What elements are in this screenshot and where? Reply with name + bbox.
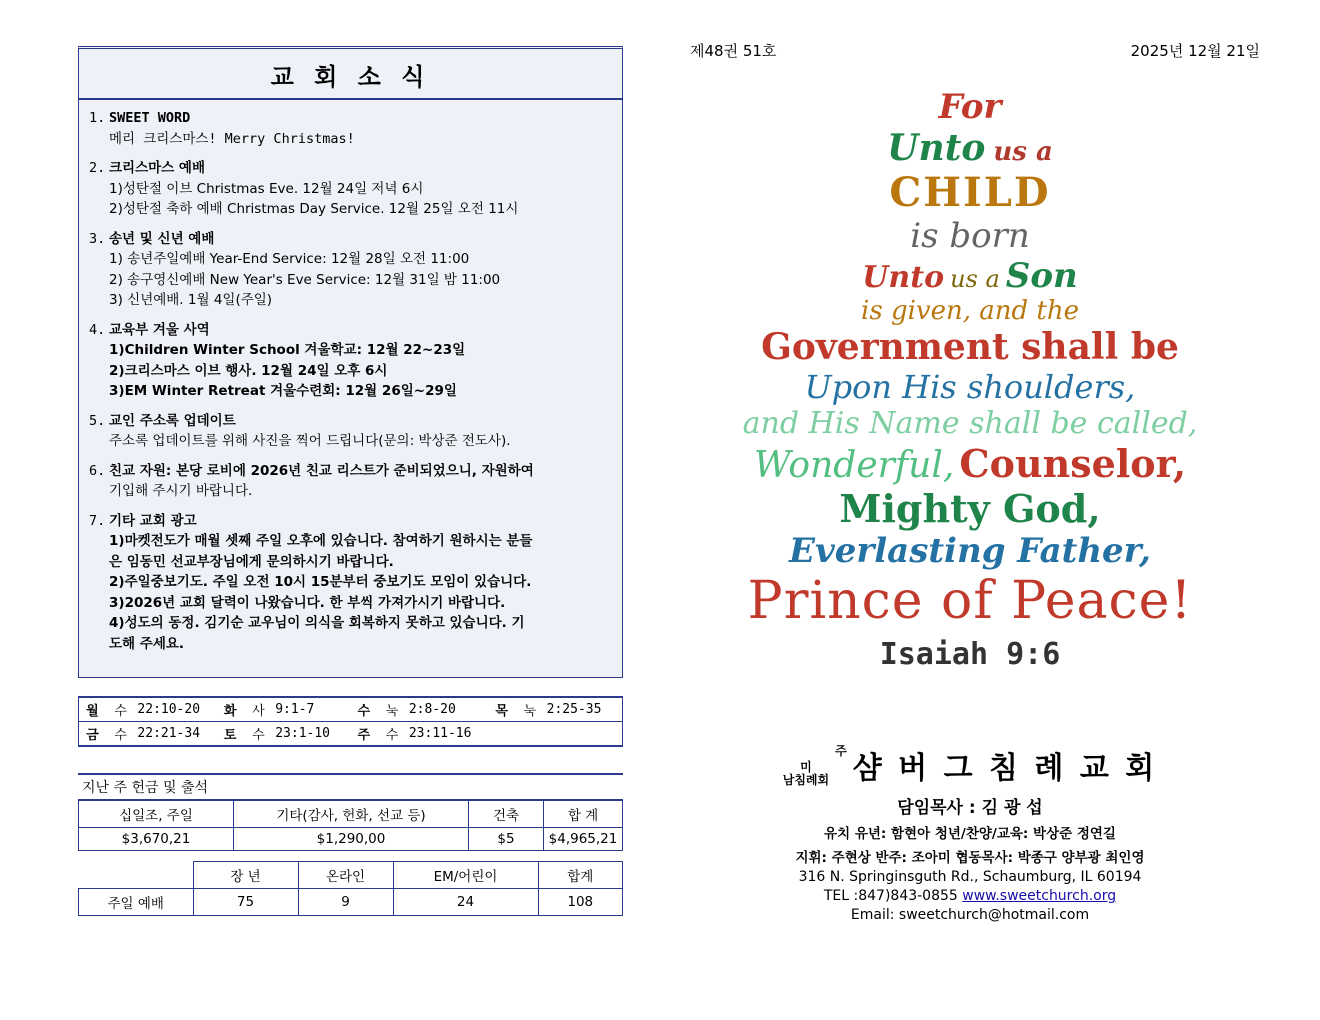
scripture-book: 사 bbox=[244, 697, 274, 722]
notice-item-line: 2)주일중보기도. 주일 오전 10시 15분부터 중보기도 모임이 있습니다. bbox=[109, 574, 532, 591]
bulletin-date: 2025년 12월 21일 bbox=[1130, 42, 1260, 60]
poster-line: Everlasting Father, bbox=[789, 531, 1151, 571]
attendance-header: 온라인 bbox=[298, 862, 393, 889]
church-website-link[interactable]: www.sweetchurch.org bbox=[962, 888, 1117, 904]
church-notice-box bbox=[78, 46, 623, 678]
scripture-day: 금 bbox=[86, 728, 99, 744]
notice-item-line: 메리 크리스마스! Merry Christmas! bbox=[109, 130, 355, 147]
bulletin-right-column bbox=[660, 40, 1280, 923]
notice-item bbox=[89, 158, 612, 220]
offering-header: 십일조, 주일 bbox=[79, 801, 234, 828]
scripture-day: 월 bbox=[79, 697, 106, 722]
poster-line: us a bbox=[993, 137, 1053, 167]
notice-item-number: 2. bbox=[89, 160, 106, 177]
poster-line: Unto bbox=[862, 260, 945, 295]
denomination-line: 남침례회 bbox=[782, 772, 830, 787]
church-email: Email: sweetchurch@hotmail.com bbox=[850, 907, 1090, 923]
poster-line: Wonderful, bbox=[753, 445, 955, 486]
attendance-value: 9 bbox=[298, 889, 393, 916]
scripture-ref: 22:10-20 bbox=[135, 697, 216, 722]
poster-line: Son bbox=[1005, 256, 1078, 296]
scripture-ref: 2:8-20 bbox=[407, 697, 488, 722]
scripture-day: 토 bbox=[223, 728, 237, 744]
poster-line: CHILD bbox=[889, 169, 1051, 216]
poster-line: is born bbox=[910, 216, 1030, 256]
attendance-label: 주일 예배 bbox=[79, 889, 194, 916]
notice-item-line: 3)2026년 교회 달력이 나왔습니다. 한 부씩 가져가시기 바랍니다. bbox=[109, 594, 506, 611]
notice-item-line: 3) 신년예배. 1월 4일(주일) bbox=[109, 292, 273, 309]
scripture-book: 수 bbox=[252, 728, 265, 744]
scripture-book: 눅 bbox=[515, 697, 545, 722]
notice-item-title: 송년 및 신년 예배 bbox=[109, 230, 215, 247]
notice-item-line: 2)크리스마스 이브 행사. 12월 24일 오후 6시 bbox=[109, 362, 388, 379]
denomination-line: 미 bbox=[800, 759, 812, 774]
table-row bbox=[79, 828, 623, 851]
notice-item-title: 친교 자원: 본당 로비에 2026년 친교 리스트가 준비되었으니, 자원하여 bbox=[109, 462, 534, 479]
poster-line: is given, and the bbox=[861, 296, 1079, 326]
offering-table bbox=[78, 800, 623, 851]
table-header-row bbox=[79, 801, 623, 828]
church-contact-line bbox=[660, 888, 1280, 904]
notice-item-line: 1)Children Winter School 겨울학교: 12월 22~23일 bbox=[109, 342, 466, 359]
attendance-value: 75 bbox=[193, 889, 298, 916]
notice-item-line: 1) 송년주일예배 Year-End Service: 12월 28일 오전 11:00 bbox=[109, 251, 470, 268]
poster-line: and His Name shall be called, bbox=[742, 406, 1198, 441]
notice-item-title: 크리스마스 예배 bbox=[109, 160, 205, 177]
church-name: 샴 버 그 침 례 교 회 bbox=[852, 751, 1158, 786]
church-name-row bbox=[660, 743, 1280, 787]
notice-item-line: 2)성탄절 축하 예배 Christmas Day Service. 12월 25일 오전 11시 bbox=[109, 201, 519, 218]
bulletin-header-meta bbox=[660, 40, 1280, 61]
table-row bbox=[79, 697, 623, 722]
table-header-row bbox=[79, 862, 623, 889]
poster-line: us a bbox=[950, 265, 1000, 293]
notice-item-line: 4)성도의 동정. 김기순 교우님이 의식을 회복하지 못하고 있습니다. 기 bbox=[109, 615, 525, 632]
notice-item-line: 1)성탄절 이브 Christmas Eve. 12월 24일 저녁 6시 bbox=[109, 180, 424, 197]
poster-line: Mighty God, bbox=[839, 486, 1101, 531]
volume-issue: 제48권 51호 bbox=[690, 42, 777, 60]
notice-item-title: SWEET WORD bbox=[109, 110, 191, 126]
scripture-book: 수 bbox=[106, 697, 136, 722]
church-info-block bbox=[660, 743, 1280, 923]
attendance-header-blank bbox=[79, 862, 194, 889]
scripture-ref: 23:1-10 bbox=[275, 726, 331, 742]
scripture-book: 수 bbox=[114, 728, 127, 744]
offering-value: $4,965,21 bbox=[544, 828, 623, 851]
table-row bbox=[79, 722, 623, 747]
scripture-book: 수 bbox=[385, 728, 399, 744]
scripture-ref: 2:25-35 bbox=[545, 697, 623, 722]
table-row bbox=[79, 889, 623, 916]
offering-value: $3,670,21 bbox=[79, 828, 234, 851]
scripture-day: 화 bbox=[217, 697, 244, 722]
notice-item-line: 은 임동민 선교부장님에게 문의하시기 바랍니다. bbox=[109, 553, 394, 570]
denomination-label bbox=[783, 761, 829, 787]
notice-item bbox=[89, 511, 612, 655]
daily-scripture-table bbox=[78, 696, 623, 747]
poster-line: For bbox=[938, 87, 1002, 127]
notice-item-number: 7. bbox=[89, 512, 106, 529]
notice-item-number: 6. bbox=[89, 462, 106, 479]
poster-line: Upon His shoulders, bbox=[804, 368, 1136, 406]
offering-header: 합 계 bbox=[544, 801, 623, 828]
notice-title: 교 회 소 식 bbox=[79, 49, 622, 100]
scripture-day: 목 bbox=[488, 697, 515, 722]
offering-header: 기타(감사, 헌화, 선교 등) bbox=[234, 801, 469, 828]
poster-line: Counselor, bbox=[959, 441, 1187, 486]
scripture-day: 주 bbox=[357, 728, 371, 744]
attendance-value: 24 bbox=[393, 889, 538, 916]
notice-item bbox=[89, 461, 612, 502]
scripture-day: 수 bbox=[350, 697, 377, 722]
notice-item-title: 교육부 겨울 사역 bbox=[109, 321, 210, 338]
notice-item-line: 2) 송구영신예배 New Year's Eve Service: 12월 31일 밤 11:00 bbox=[109, 271, 501, 288]
notice-item bbox=[89, 411, 612, 452]
attendance-header: 장 년 bbox=[193, 862, 298, 889]
notice-item-line: 주소록 업데이트를 위해 사진을 찍어 드립니다(문의: 박상준 전도사). bbox=[109, 433, 511, 450]
notice-item-title: 교인 주소록 업데이트 bbox=[109, 412, 236, 429]
scripture-ref: 22:21-34 bbox=[137, 726, 201, 742]
notice-item-number: 5. bbox=[89, 412, 106, 429]
attendance-header: 합계 bbox=[538, 862, 623, 889]
poster-reference: Isaiah 9:6 bbox=[879, 637, 1061, 672]
notice-item-number: 4. bbox=[89, 321, 106, 338]
scripture-empty-cell bbox=[488, 722, 622, 747]
church-telephone: TEL :847)843-0855 bbox=[823, 888, 958, 904]
notice-item-line: 3)EM Winter Retreat 겨울수련회: 12월 26일~29일 bbox=[109, 383, 457, 400]
poster-line: Unto bbox=[887, 127, 986, 169]
offering-value: $1,290,00 bbox=[234, 828, 469, 851]
denomination-line: 주 bbox=[835, 744, 847, 758]
notice-item-line: 1)마켓전도가 매월 셋째 주일 오후에 있습니다. 참여하기 원하시는 분들 bbox=[109, 533, 533, 550]
church-address: 316 N. Springinsguth Rd., Schaumburg, IL 60194 bbox=[798, 869, 1142, 885]
notice-item-line: 기입해 주시기 바랍니다. bbox=[109, 483, 253, 500]
notice-item bbox=[89, 229, 612, 311]
christmas-scripture-poster bbox=[690, 79, 1250, 729]
notice-item bbox=[89, 108, 612, 149]
bulletin-left-column bbox=[78, 46, 623, 916]
attendance-value: 108 bbox=[538, 889, 623, 916]
staff-line-1: 유치 유년: 함현아 청년/찬양/교육: 박상준 정연길 bbox=[824, 826, 1116, 842]
notice-item-title: 기타 교회 광고 bbox=[109, 512, 197, 529]
poster-line: Government shall be bbox=[761, 326, 1179, 368]
notice-item-line: 도해 주세요. bbox=[109, 635, 185, 652]
scripture-book: 눅 bbox=[377, 697, 407, 722]
attendance-table bbox=[78, 861, 623, 916]
offering-section bbox=[78, 773, 623, 916]
notice-item-number: 3. bbox=[89, 230, 106, 247]
notice-item bbox=[89, 320, 612, 402]
denomination-label-2 bbox=[835, 743, 847, 758]
poster-line: Prince of Peace! bbox=[747, 571, 1193, 631]
offering-caption: 지난 주 헌금 및 출석 bbox=[78, 773, 623, 800]
notice-item-number: 1. bbox=[89, 110, 106, 126]
scripture-ref: 9:1-7 bbox=[273, 697, 350, 722]
staff-line-2: 지휘: 주현상 반주: 조아미 협동목사: 박종구 양부광 최인영 bbox=[795, 850, 1145, 866]
scripture-ref: 23:11-16 bbox=[408, 726, 472, 742]
attendance-header: EM/어린이 bbox=[393, 862, 538, 889]
offering-value: $5 bbox=[469, 828, 544, 851]
notice-body bbox=[79, 100, 622, 677]
offering-header: 건축 bbox=[469, 801, 544, 828]
senior-pastor: 담임목사 : 김 광 섭 bbox=[897, 798, 1043, 818]
